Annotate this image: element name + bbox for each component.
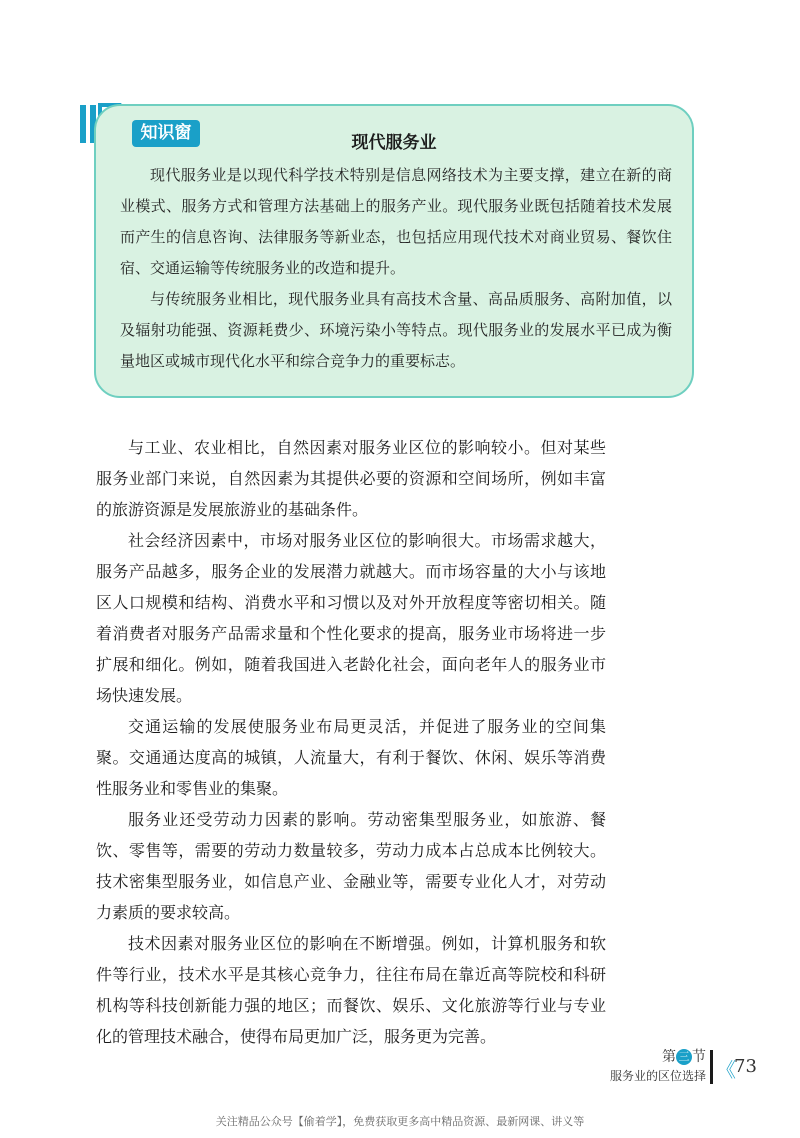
knowledge-paragraph: 现代服务业是以现代科学技术特别是信息网络技术为主要支撑，建立在新的商业模式、服务方式和管理方法基础上的服务产业。现代服务业既包括随着技术发展而产生的信息咨询、法律服务等新业态，也包括应用现代技术对商业贸易、餐饮住宿、交通运输等传统服务业的改造和提升。 — [120, 166, 672, 277]
knowledge-paragraph: 与传统服务业相比，现代服务业具有高技术含量、高品质服务、高附加值，以及辐射功能强、资源耗费少、环境污染小等特点。现代服务业的发展水平已成为衡量地区或城市现代化水平和综合竞争力的重要标志。 — [120, 290, 672, 370]
page-number: 73 — [734, 1056, 757, 1077]
footer-divider — [710, 1050, 713, 1084]
section-prefix: 第 — [662, 1049, 676, 1065]
watermark-text: 关注精品公众号【偷着学】，免费获取更多高中精品资源、最新网课、讲义等 — [215, 1115, 585, 1128]
knowledge-window-title: 现代服务业 — [351, 133, 437, 153]
knowledge-window-badge: 知识窗 — [132, 120, 200, 147]
section-number-badge: 三 — [676, 1049, 692, 1065]
body-paragraph: 与工业、农业相比，自然因素对服务业区位的影响较小。但对某些服务业部门来说，自然因素为其提供必要的资源和空间场所，例如丰富的旅游资源是发展旅游业的基础条件。 — [96, 438, 606, 519]
body-paragraph: 社会经济因素中，市场对服务业区位的影响很大。市场需求越大，服务产品越多，服务企业的发展潜力就越大。而市场容量的大小与该地区人口规模和结构、消费水平和习惯以及对外开放程度等密切相关。随着消费者对服务产品需求量和个性化要求的提高，服务业市场将进一步扩展和细化。例如，随着我国进入老龄化社会，面向老年人的服务业市场快速发展。 — [96, 531, 606, 705]
body-paragraph: 交通运输的发展使服务业布局更灵活，并促进了服务业的空间集聚。交通通达度高的城镇，人流量大，有利于餐饮、休闲、娱乐等消费性服务业和零售业的集聚。 — [96, 717, 606, 798]
section-suffix: 节 — [692, 1049, 706, 1065]
section-label — [610, 1048, 706, 1084]
section-title: 服务业的区位选择 — [609, 1069, 706, 1083]
double-chevron-icon: 《 — [716, 1058, 736, 1082]
body-paragraph: 技术因素对服务业区位的影响在不断增强。例如，计算机服务和软件等行业，技术水平是其核心竞争力，往往布局在靠近高等院校和科研机构等科技创新能力强的地区；而餐饮、娱乐、文化旅游等行业与专业化的管理技术融合，使得布局更加广泛，服务更为完善。 — [96, 934, 606, 1046]
body-paragraph: 服务业还受劳动力因素的影响。劳动密集型服务业，如旅游、餐饮、零售等，需要的劳动力数量较多，劳动力成本占总成本比例较大。技术密集型服务业，如信息产业、金融业等，需要专业化人才，对劳动力素质的要求较高。 — [96, 810, 606, 922]
knowledge-window-body — [120, 160, 672, 377]
main-text — [96, 432, 606, 1052]
